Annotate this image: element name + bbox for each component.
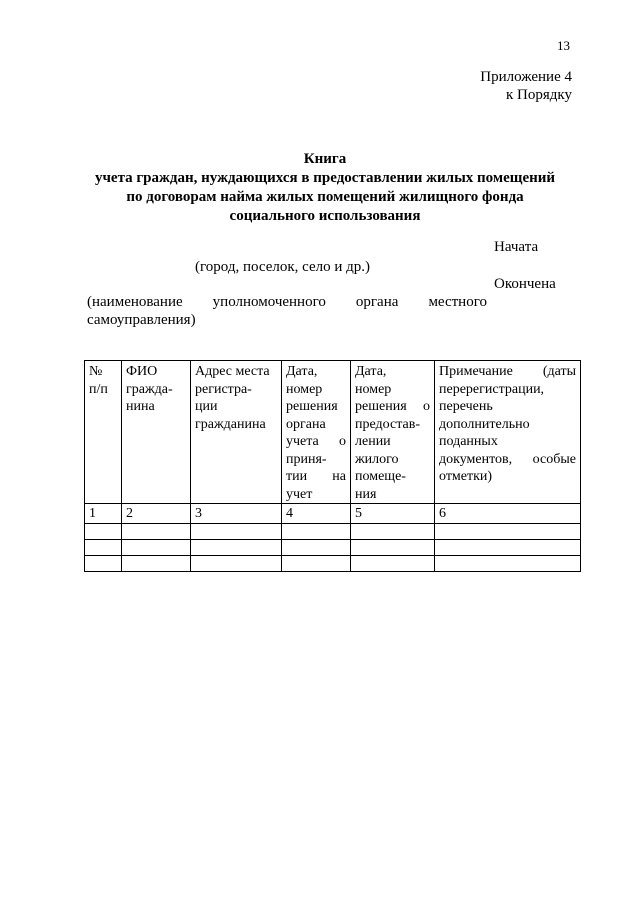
table-cell	[85, 539, 122, 555]
table-cell	[191, 539, 282, 555]
ended-label: Окончена	[494, 276, 556, 292]
header-line: учет	[286, 486, 313, 502]
title-line-2: учета граждан, нуждающихся в предоставлении жилых помещений	[94, 170, 556, 186]
document-title	[90, 150, 560, 226]
header-line: решения о	[355, 399, 430, 414]
header-line: дополнительно	[439, 416, 530, 432]
header-line: поданных	[439, 434, 498, 449]
header-line: п/п	[89, 381, 108, 397]
locality-hint: (город, поселок, село и др.)	[195, 259, 371, 275]
appendix-line-2: к Порядку	[506, 87, 572, 103]
header-line: учета о	[286, 434, 346, 449]
organ-hint-line-2: самоуправления)	[87, 312, 196, 328]
header-cell-address	[191, 361, 282, 504]
table-row	[85, 555, 581, 571]
header-line: номер	[286, 381, 323, 397]
header-line: отметки)	[439, 469, 493, 484]
header-cell-number	[85, 361, 122, 504]
started-label: Начата	[494, 239, 539, 255]
header-line: Адрес места	[195, 364, 270, 379]
header-line: лении	[355, 434, 391, 449]
column-number: 1	[85, 504, 122, 524]
table-cell	[191, 555, 282, 571]
header-line: тии на	[286, 469, 346, 484]
header-cell-provision-decision	[351, 361, 435, 504]
organ-hint-line-1	[87, 293, 487, 311]
table-cell	[85, 555, 122, 571]
table-cell	[85, 523, 122, 539]
table-cell	[351, 523, 435, 539]
organ-word-2: уполномоченного	[212, 294, 326, 310]
organ-word-1: (наименование	[87, 294, 183, 310]
header-line: №	[89, 364, 103, 379]
table-cell	[351, 539, 435, 555]
registry-table	[84, 360, 581, 572]
header-line: документов, особые	[439, 451, 576, 467]
header-line: жилого	[355, 451, 399, 467]
title-line-1: Книга	[303, 151, 347, 167]
appendix-line-1: Приложение 4	[480, 69, 572, 85]
header-line: Дата,	[286, 364, 318, 379]
column-number: 5	[351, 504, 435, 524]
table-cell	[191, 523, 282, 539]
table-cell	[282, 555, 351, 571]
header-line: перерегистрации,	[439, 381, 545, 397]
header-line: Примечание (даты	[439, 364, 576, 379]
header-cell-registration-decision	[282, 361, 351, 504]
header-line: приня-	[286, 451, 327, 467]
header-line: регистра-	[195, 381, 252, 397]
organ-word-3: органа	[355, 294, 399, 310]
header-line: перечень	[439, 399, 493, 414]
table-cell	[351, 555, 435, 571]
table-cell	[122, 523, 191, 539]
column-number: 4	[282, 504, 351, 524]
title-line-4: социального использования	[229, 208, 421, 224]
organ-hint	[87, 293, 487, 329]
table-cell	[122, 539, 191, 555]
page-number: 13	[557, 38, 570, 53]
header-line: номер	[355, 381, 392, 397]
header-cell-notes	[435, 361, 581, 504]
table-row	[85, 539, 581, 555]
header-line: ФИО	[126, 364, 158, 379]
header-line: ния	[355, 486, 377, 502]
table-cell	[122, 555, 191, 571]
header-line: гражда-	[126, 381, 173, 397]
column-number: 3	[191, 504, 282, 524]
table-cell	[282, 539, 351, 555]
organ-word-4: местного	[428, 294, 487, 310]
header-line: ции	[195, 399, 218, 414]
header-line: помеще-	[355, 469, 406, 484]
header-line: гражданина	[195, 416, 266, 432]
header-line: органа	[286, 416, 326, 432]
column-number: 6	[435, 504, 581, 524]
header-line: предостав-	[355, 416, 420, 432]
appendix-note	[480, 68, 572, 104]
table-header-row	[85, 361, 581, 504]
title-line-3: по договорам найма жилых помещений жилищного фонда	[126, 189, 524, 205]
table-row	[85, 523, 581, 539]
table-cell	[282, 523, 351, 539]
column-number-row	[85, 504, 581, 524]
header-cell-fio	[122, 361, 191, 504]
header-line: решения	[286, 399, 338, 414]
table-cell	[435, 555, 581, 571]
header-line: нина	[126, 399, 155, 414]
table-cell	[435, 539, 581, 555]
table-cell	[435, 523, 581, 539]
column-number: 2	[122, 504, 191, 524]
header-line: Дата,	[355, 364, 387, 379]
